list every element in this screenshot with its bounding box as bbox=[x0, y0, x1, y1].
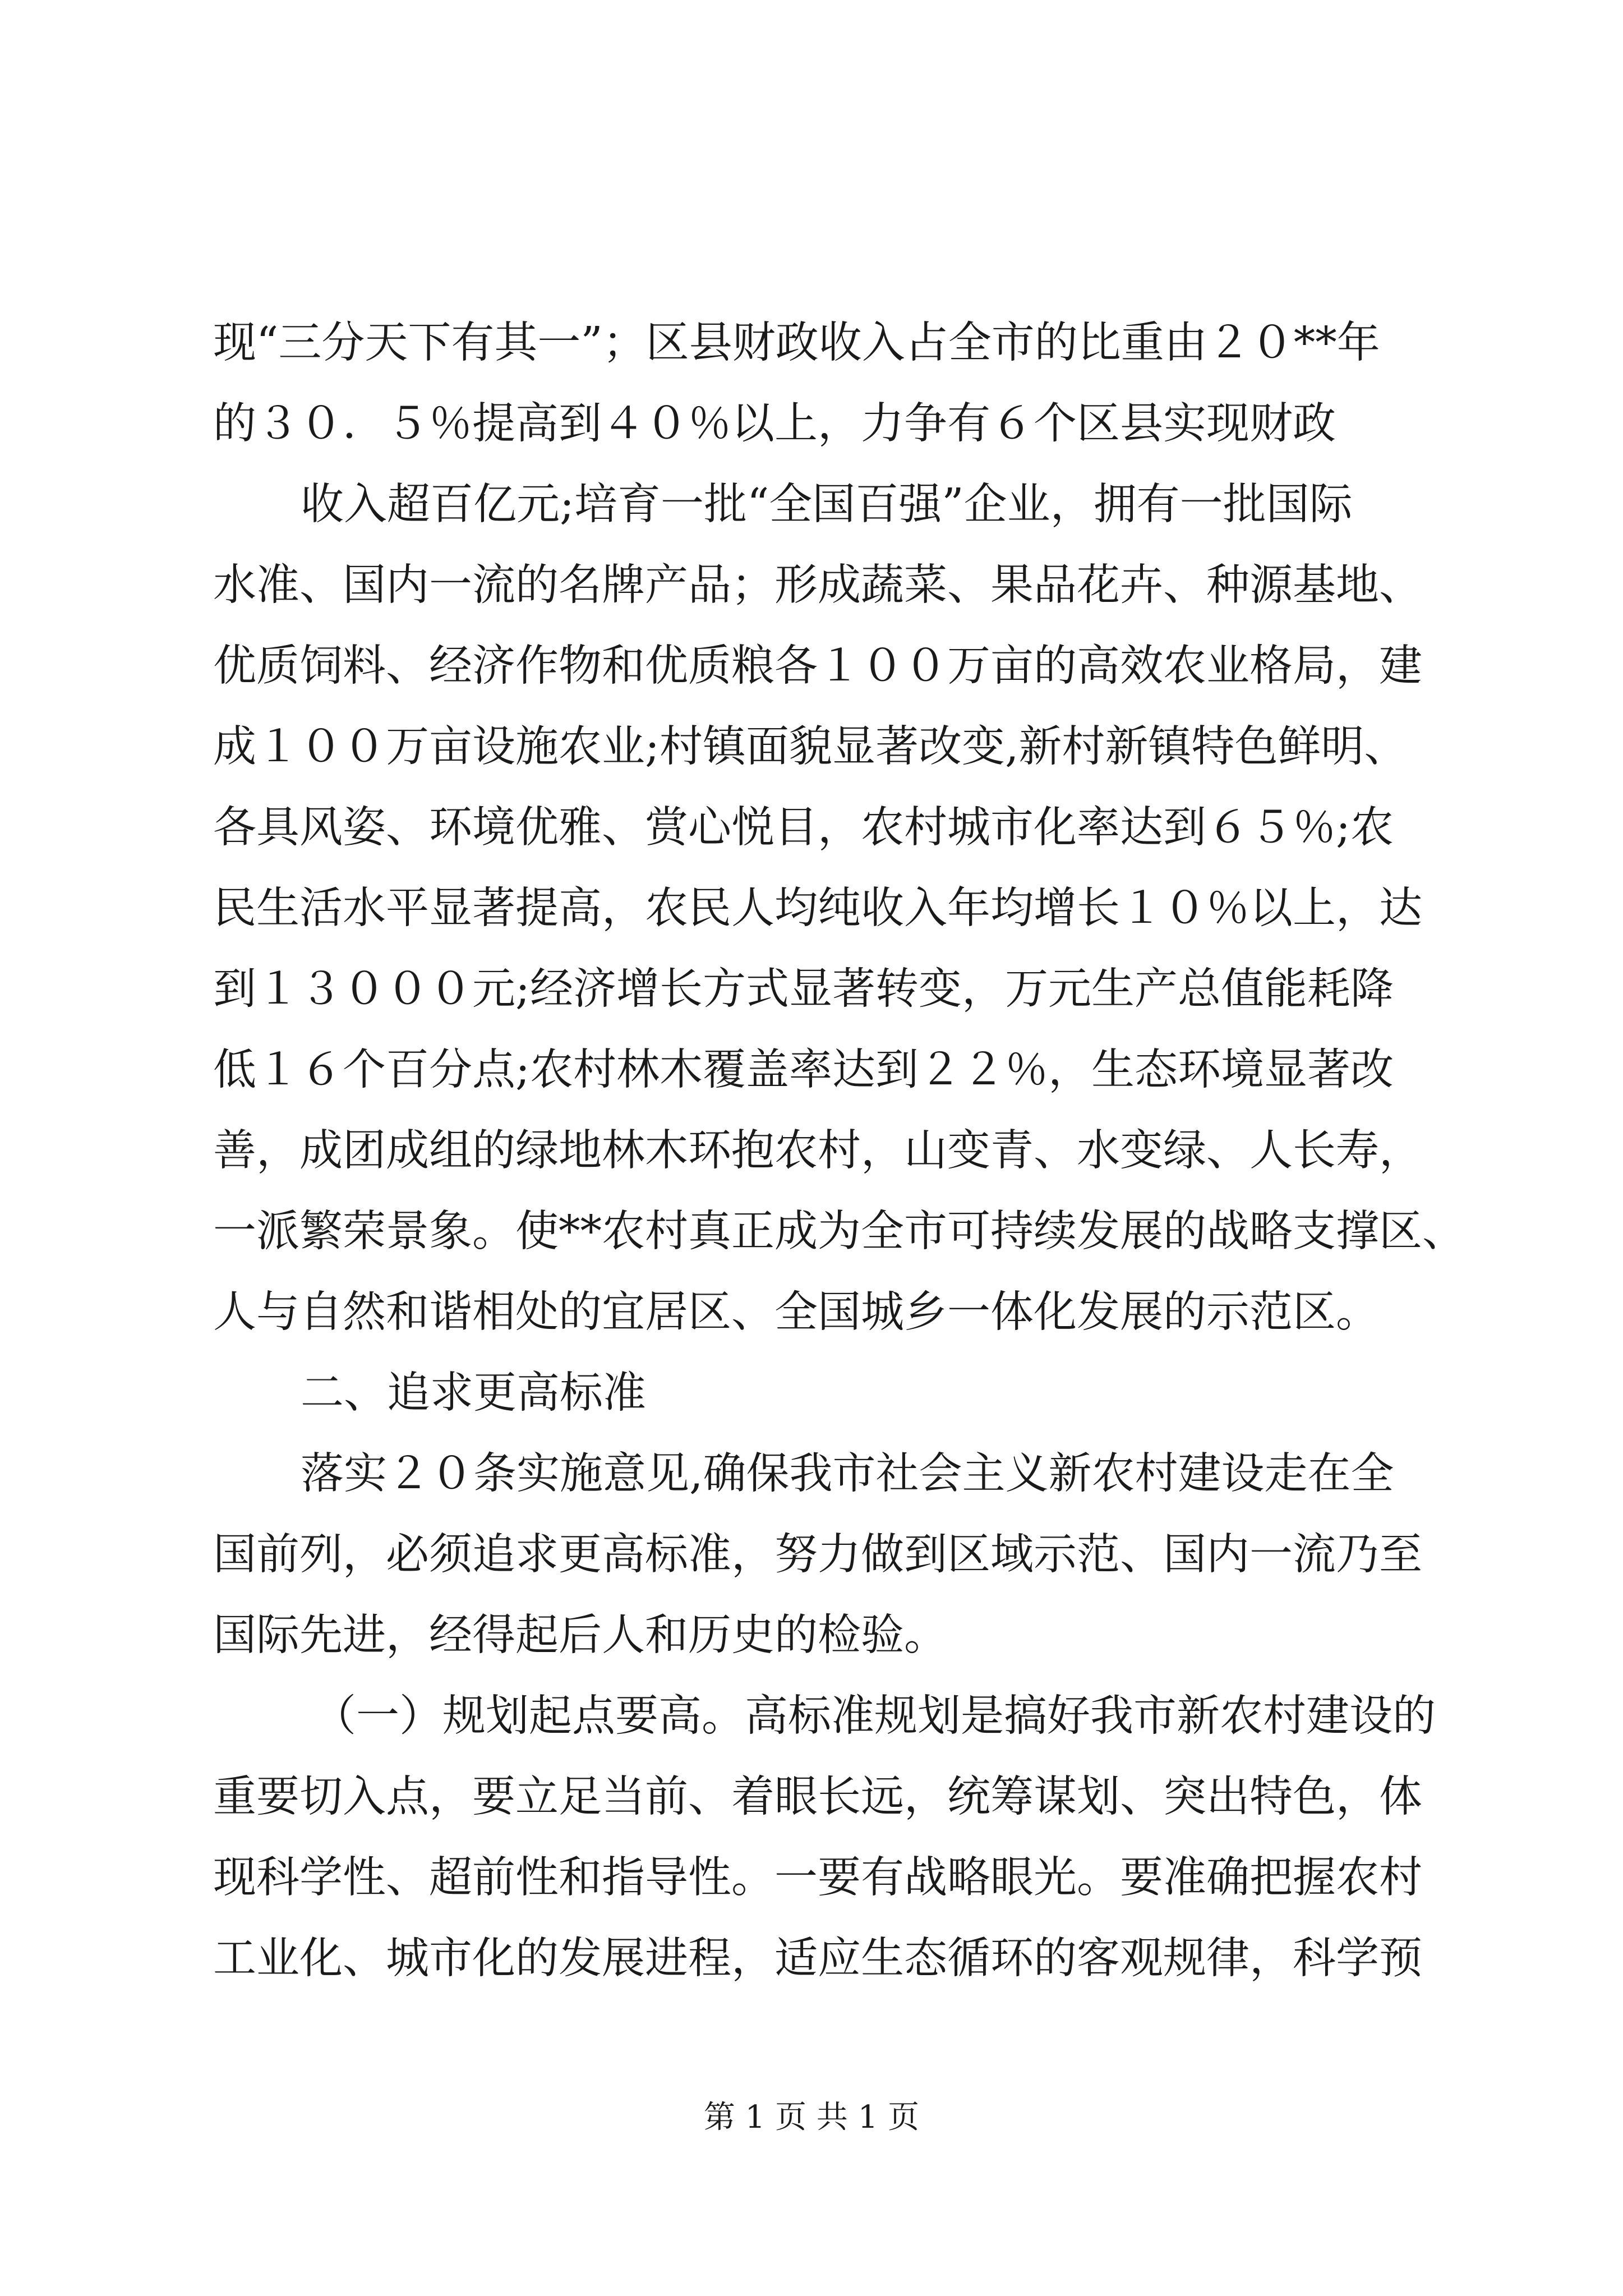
text-line: 人与自然和谐相处的宜居区、全国城乡一体化发展的示范区。 bbox=[213, 1287, 1379, 1337]
text-line: 各具风姿、环境优雅、赏心悦目，农村城市化率达到６５％;农 bbox=[213, 803, 1394, 853]
text-line: 到１３０００元;经济增长方式显著转变，万元生产总值能耗降 bbox=[213, 964, 1394, 1014]
text-line: 收入超百亿元;培育一批“全国百强”企业，拥有一批国际 bbox=[301, 480, 1353, 530]
text-line: 成１００万亩设施农业;村镇面貌显著改变,新村新镇特色鲜明、 bbox=[213, 722, 1408, 772]
text-line: 低１６个百分点;农村林木覆盖率达到２２％，生态环境显著改 bbox=[213, 1045, 1394, 1095]
section-heading: 二、追求更高标准 bbox=[301, 1368, 646, 1418]
text-line: 重要切入点，要立足当前、着眼长远，统筹谋划、突出特色，体 bbox=[213, 1772, 1422, 1822]
text-line: 国前列，必须追求更高标准，努力做到区域示范、国内一流乃至 bbox=[213, 1530, 1422, 1580]
text-line: 现科学性、超前性和指导性。一要有战略眼光。要准确把握农村 bbox=[213, 1853, 1422, 1903]
text-line: 优质饲料、经济作物和优质粮各１００万亩的高效农业格局，建 bbox=[213, 641, 1422, 691]
text-line: 一派繁荣景象。使**农村真正成为全市可持续发展的战略支撑区、 bbox=[213, 1207, 1465, 1257]
text-line: 水准、国内一流的名牌产品；形成蔬菜、果品花卉、种源基地、 bbox=[213, 560, 1422, 610]
text-line: 工业化、城市化的发展进程，适应生态循环的客观规律，科学预 bbox=[213, 1934, 1422, 1984]
text-line: 善，成团成组的绿地林木环抱农村，山变青、水变绿、人长寿， bbox=[213, 1126, 1422, 1176]
text-line: 的３０．５％提高到４０％以上，力争有６个区县实现财政 bbox=[213, 399, 1336, 449]
body-text bbox=[213, 303, 1465, 1999]
subsection-line: （一）规划起点要高。高标准规划是搞好我市新农村建设的 bbox=[313, 1691, 1436, 1741]
text-line: 国际先进，经得起后人和历史的检验。 bbox=[213, 1611, 947, 1660]
page-number-label: 第 1 页 共 1 页 bbox=[703, 2099, 920, 2136]
page-footer bbox=[0, 2098, 1623, 2137]
text-line: 民生活水平显著提高，农民人均纯收入年均增长１０％以上，达 bbox=[213, 884, 1422, 933]
text-line: 落实２０条实施意见,确保我市社会主义新农村建设走在全 bbox=[301, 1449, 1394, 1499]
text-line: 现“三分天下有其一”；区县财政收入占全市的比重由２０**年 bbox=[213, 318, 1380, 368]
